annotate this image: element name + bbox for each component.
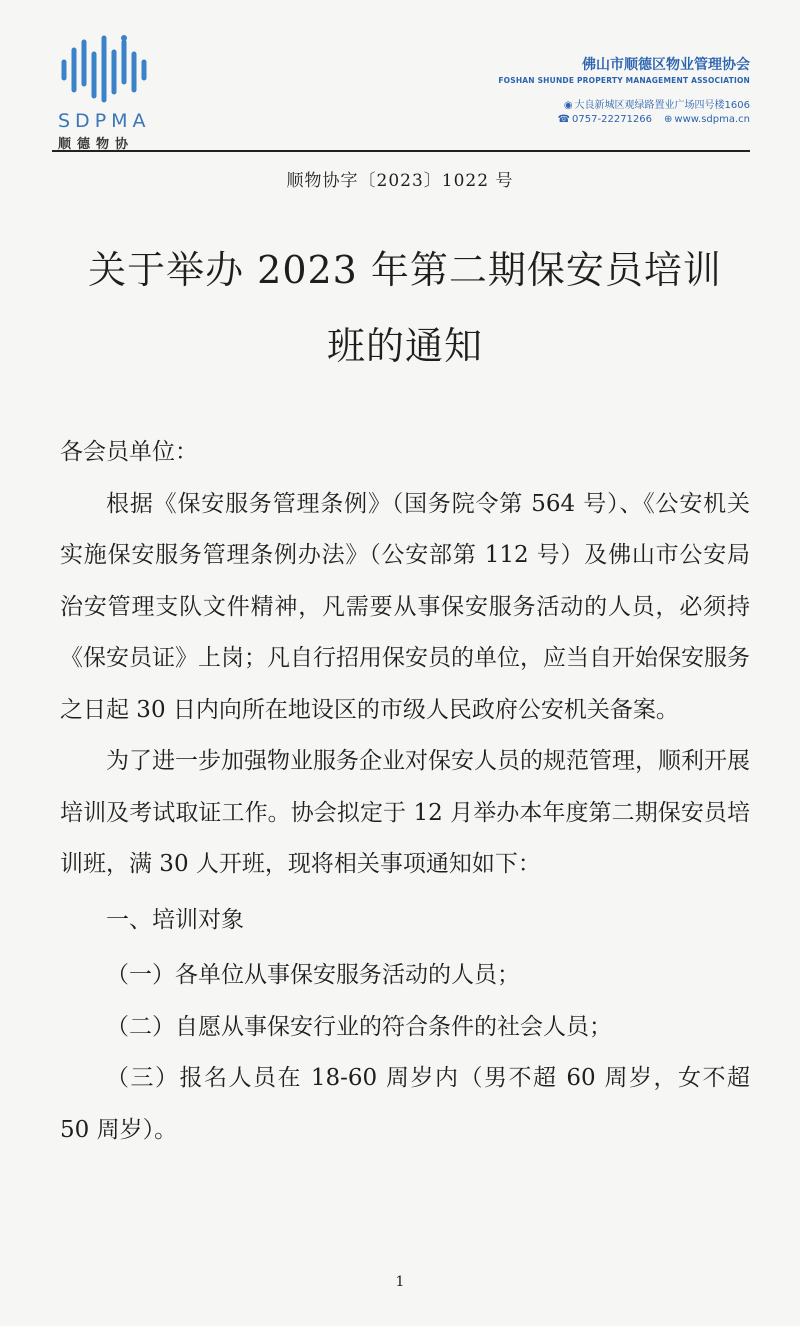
contact-address <box>564 96 750 111</box>
contact-phone-web <box>558 114 750 125</box>
association-name-cn: 佛山市顺德区物业管理协会 <box>582 57 750 73</box>
association-name-en: FOSHAN SHUNDE PROPERTY MANAGEMENT ASSOCIATION <box>498 76 750 85</box>
list-item-2: （二）自愿从事保安行业的符合条件的社会人员； <box>106 1013 612 1040</box>
list-item-3: （三）报名人员在 18-60 周岁内（男不超 60 周岁，女不超 50 周岁）。 <box>60 1065 750 1143</box>
section-heading-1: 一、培训对象 <box>106 906 244 933</box>
phone-icon: ☎ <box>557 114 571 125</box>
website-text: www.sdpma.cn <box>674 114 750 125</box>
sdpma-logo-icon <box>58 34 154 104</box>
letterhead <box>0 0 800 152</box>
title-line-1: 关于举办 2023 年第二期保安员培训 <box>88 248 722 292</box>
phone-text: 0757-22271266 <box>572 114 653 125</box>
association-logo <box>58 34 158 152</box>
title-line-2: 班的通知 <box>326 324 483 368</box>
association-name-block <box>498 54 750 85</box>
document-body <box>60 427 750 1156</box>
salutation: 各会员单位： <box>60 439 198 465</box>
header-divider <box>52 150 750 152</box>
document-number: 顺物协字〔2023〕1022 号 <box>286 171 514 191</box>
logo-text: SDPMA <box>58 110 151 132</box>
logo-subtext: 顺德物协 <box>58 137 135 152</box>
address-text: 大良新城区观绿路置业广场四号楼1606 <box>574 100 750 111</box>
paragraph-1: 根据《保安服务管理条例》（国务院令第 564 号）、《公安机关实施保安服务管理条例办法》（公安部第 112 号）及佛山市公安局治安管理支队文件精神，凡需要从事保安服务活动的人员，必须持《保安员证》上岗；凡自行招用保安员的单位，应当自开始保安服务之日起 30 日内向所在地设区的市级人民政府公安机关备案。 <box>60 490 750 723</box>
globe-icon: ⊕ <box>664 114 673 125</box>
page-number: 1 <box>395 1274 405 1290</box>
paragraph-2: 为了进一步加强物业服务企业对保安人员的规范管理，顺利开展培训及考试取证工作。协会拟定于 12 月举办本年度第二期保安员培训班，满 30 人开班，现将相关事项通知如下： <box>60 748 750 877</box>
document-title <box>50 232 760 384</box>
list-item-1: （一）各单位从事保安服务活动的人员； <box>106 962 520 988</box>
location-pin-icon: ◉ <box>563 100 573 111</box>
